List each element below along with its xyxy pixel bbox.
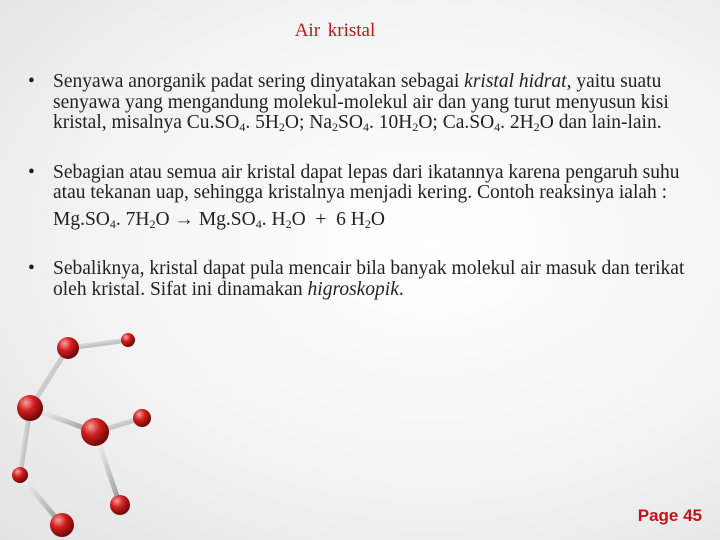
bullet-list xyxy=(28,72,708,329)
subscript: 2 xyxy=(412,120,419,134)
molecule-decoration xyxy=(0,300,260,540)
bullet-text: , yaitu suatu senyawa yang mengandung molekul-molekul air dan yang turut menyusun kisi kristal, misalnya Cu.SO xyxy=(53,71,669,133)
bullet-text: O dan lain-lain. xyxy=(539,112,662,133)
subscript: 2 xyxy=(332,120,339,134)
subscript: 4 xyxy=(494,120,501,134)
formula-part: . H xyxy=(261,208,286,230)
formula-part: Mg.SO xyxy=(53,208,110,230)
subscript: 2 xyxy=(149,216,156,231)
subscript: 4 xyxy=(255,216,262,231)
bullet-text: Sebaliknya, kristal dapat pula mencair bila banyak molekul air masuk dan terikat oleh kristal. Sifat ini dinamakan xyxy=(53,258,685,300)
bullet-text: . 2H xyxy=(500,112,534,133)
formula-part: O xyxy=(370,208,385,230)
formula-part: O + 6 H xyxy=(291,208,365,230)
bullet-item-hydrate xyxy=(28,72,708,134)
bullet-text: . 10H xyxy=(368,112,413,133)
bullet-text: Sebagian atau semua air kristal dapat lepas dari ikatannya karena pengaruh suhu atau tekanan uap, sehingga kristalnya menjadi kering. Contoh reaksinya ialah : xyxy=(53,161,680,203)
subscript: 4 xyxy=(362,120,369,134)
bullet-text: O; Na xyxy=(284,112,333,133)
bullet-dot: • xyxy=(28,161,35,183)
subscript: 2 xyxy=(533,120,540,134)
subscript: 4 xyxy=(109,216,116,231)
subscript: 2 xyxy=(285,216,292,231)
slide-title: Air kristal xyxy=(294,20,376,41)
page-number: Page 45 xyxy=(637,506,702,525)
reaction-equation xyxy=(53,210,708,231)
term-higroskopik: higroskopik xyxy=(307,278,399,300)
formula-part: . 7H xyxy=(115,208,150,230)
formula-part: O xyxy=(155,208,170,230)
subscript: 2 xyxy=(278,120,285,134)
bullet-text: . 5H xyxy=(245,112,279,133)
bullet-item-dehydration xyxy=(28,163,708,231)
reaction-arrow: → xyxy=(169,208,199,230)
term-kristal-hidrat: kristal hidrat xyxy=(464,71,567,92)
bullet-text: . xyxy=(398,278,404,300)
formula-part: Mg.SO xyxy=(198,208,256,230)
bullet-text: SO xyxy=(338,112,363,133)
bullet-dot: • xyxy=(28,71,35,92)
bullet-text: Senyawa anorganik padat sering dinyatakan sebagai xyxy=(53,71,465,92)
bullet-text: O; Ca.SO xyxy=(418,112,495,133)
subscript: 2 xyxy=(364,216,371,231)
subscript: 4 xyxy=(239,120,246,134)
bullet-dot: • xyxy=(28,258,35,279)
bullet-item-hygroscopic xyxy=(28,259,708,300)
